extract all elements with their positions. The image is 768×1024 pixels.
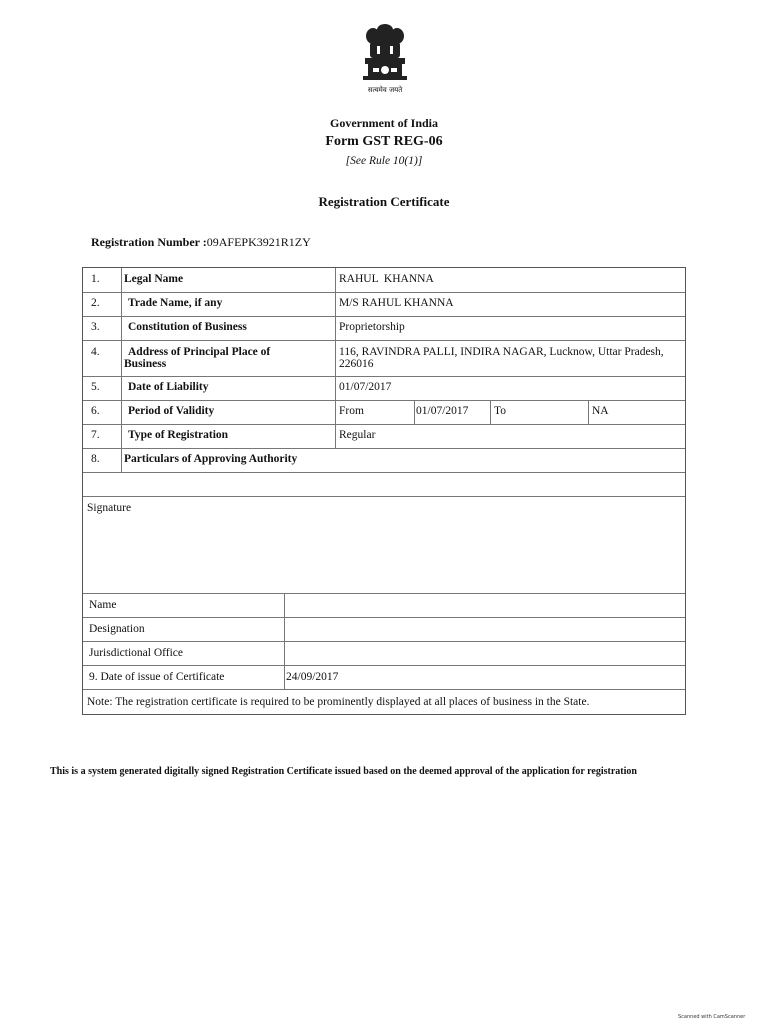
address-value: 116, RAVINDRA PALLI, INDIRA NAGAR, Lucknow, Uttar Pradesh, 226016: [339, 346, 664, 370]
form-title: Form GST REG-06: [325, 134, 443, 149]
national-emblem-icon: [355, 22, 415, 84]
row-8-number: 8.: [91, 453, 100, 465]
registration-number-value: 09AFEPK3921R1ZY: [206, 235, 311, 249]
display-note: Note: The registration certificate is required to be prominently displayed at all places of business in the State.: [87, 696, 590, 708]
row-2-label: Trade Name, if any: [128, 297, 223, 309]
scanner-watermark: Scanned with CamScanner: [678, 1014, 746, 1020]
constitution-value: Proprietorship: [339, 321, 405, 333]
government-heading: Government of India: [330, 116, 438, 130]
certificate-table: [82, 267, 686, 715]
row-8-label: Particulars of Approving Authority: [124, 453, 298, 465]
row-6-label: Period of Validity: [128, 405, 215, 417]
issue-date-value: 24/09/2017: [286, 671, 339, 683]
emblem-motto: सत्यमेव जयते: [367, 86, 403, 94]
row-7-number: 7.: [91, 429, 100, 441]
row-3-number: 3.: [91, 321, 100, 333]
validity-from-value: 01/07/2017: [416, 405, 469, 417]
row-2-number: 2.: [91, 297, 100, 309]
jurisdictional-office-label: Jurisdictional Office: [89, 647, 183, 659]
validity-from-label: From: [339, 405, 364, 417]
validity-to-label: To: [494, 405, 506, 417]
system-generated-note: This is a system generated digitally signed Registration Certificate issued based on the deemed approval of the application for registration: [50, 766, 637, 777]
row-1-label: Legal Name: [124, 273, 184, 285]
signature-label: Signature: [87, 502, 132, 514]
certificate-title: Registration Certificate: [318, 194, 450, 209]
row-5-label: Date of Liability: [128, 381, 209, 393]
row-1-number: 1.: [91, 273, 100, 285]
registration-number: [91, 235, 311, 250]
validity-to-value: NA: [592, 405, 609, 417]
registration-number-label: Registration Number :: [91, 235, 207, 249]
legal-name-value: RAHUL KHANNA: [339, 273, 434, 285]
row-7-label: Type of Registration: [128, 429, 229, 441]
row-4-label: Address of Principal Place of Business: [124, 346, 271, 370]
row-4-number: 4.: [91, 346, 100, 358]
designation-label: Designation: [89, 623, 145, 635]
name-label: Name: [89, 599, 117, 611]
row-6-number: 6.: [91, 405, 100, 417]
rule-reference: [See Rule 10(1)]: [345, 155, 423, 167]
issue-date-label: 9. Date of issue of Certificate: [89, 671, 225, 683]
liability-date-value: 01/07/2017: [339, 381, 392, 393]
registration-type-value: Regular: [339, 429, 376, 441]
row-5-number: 5.: [91, 381, 100, 393]
row-3-label: Constitution of Business: [128, 321, 247, 333]
trade-name-value: M/S RAHUL KHANNA: [339, 297, 454, 309]
